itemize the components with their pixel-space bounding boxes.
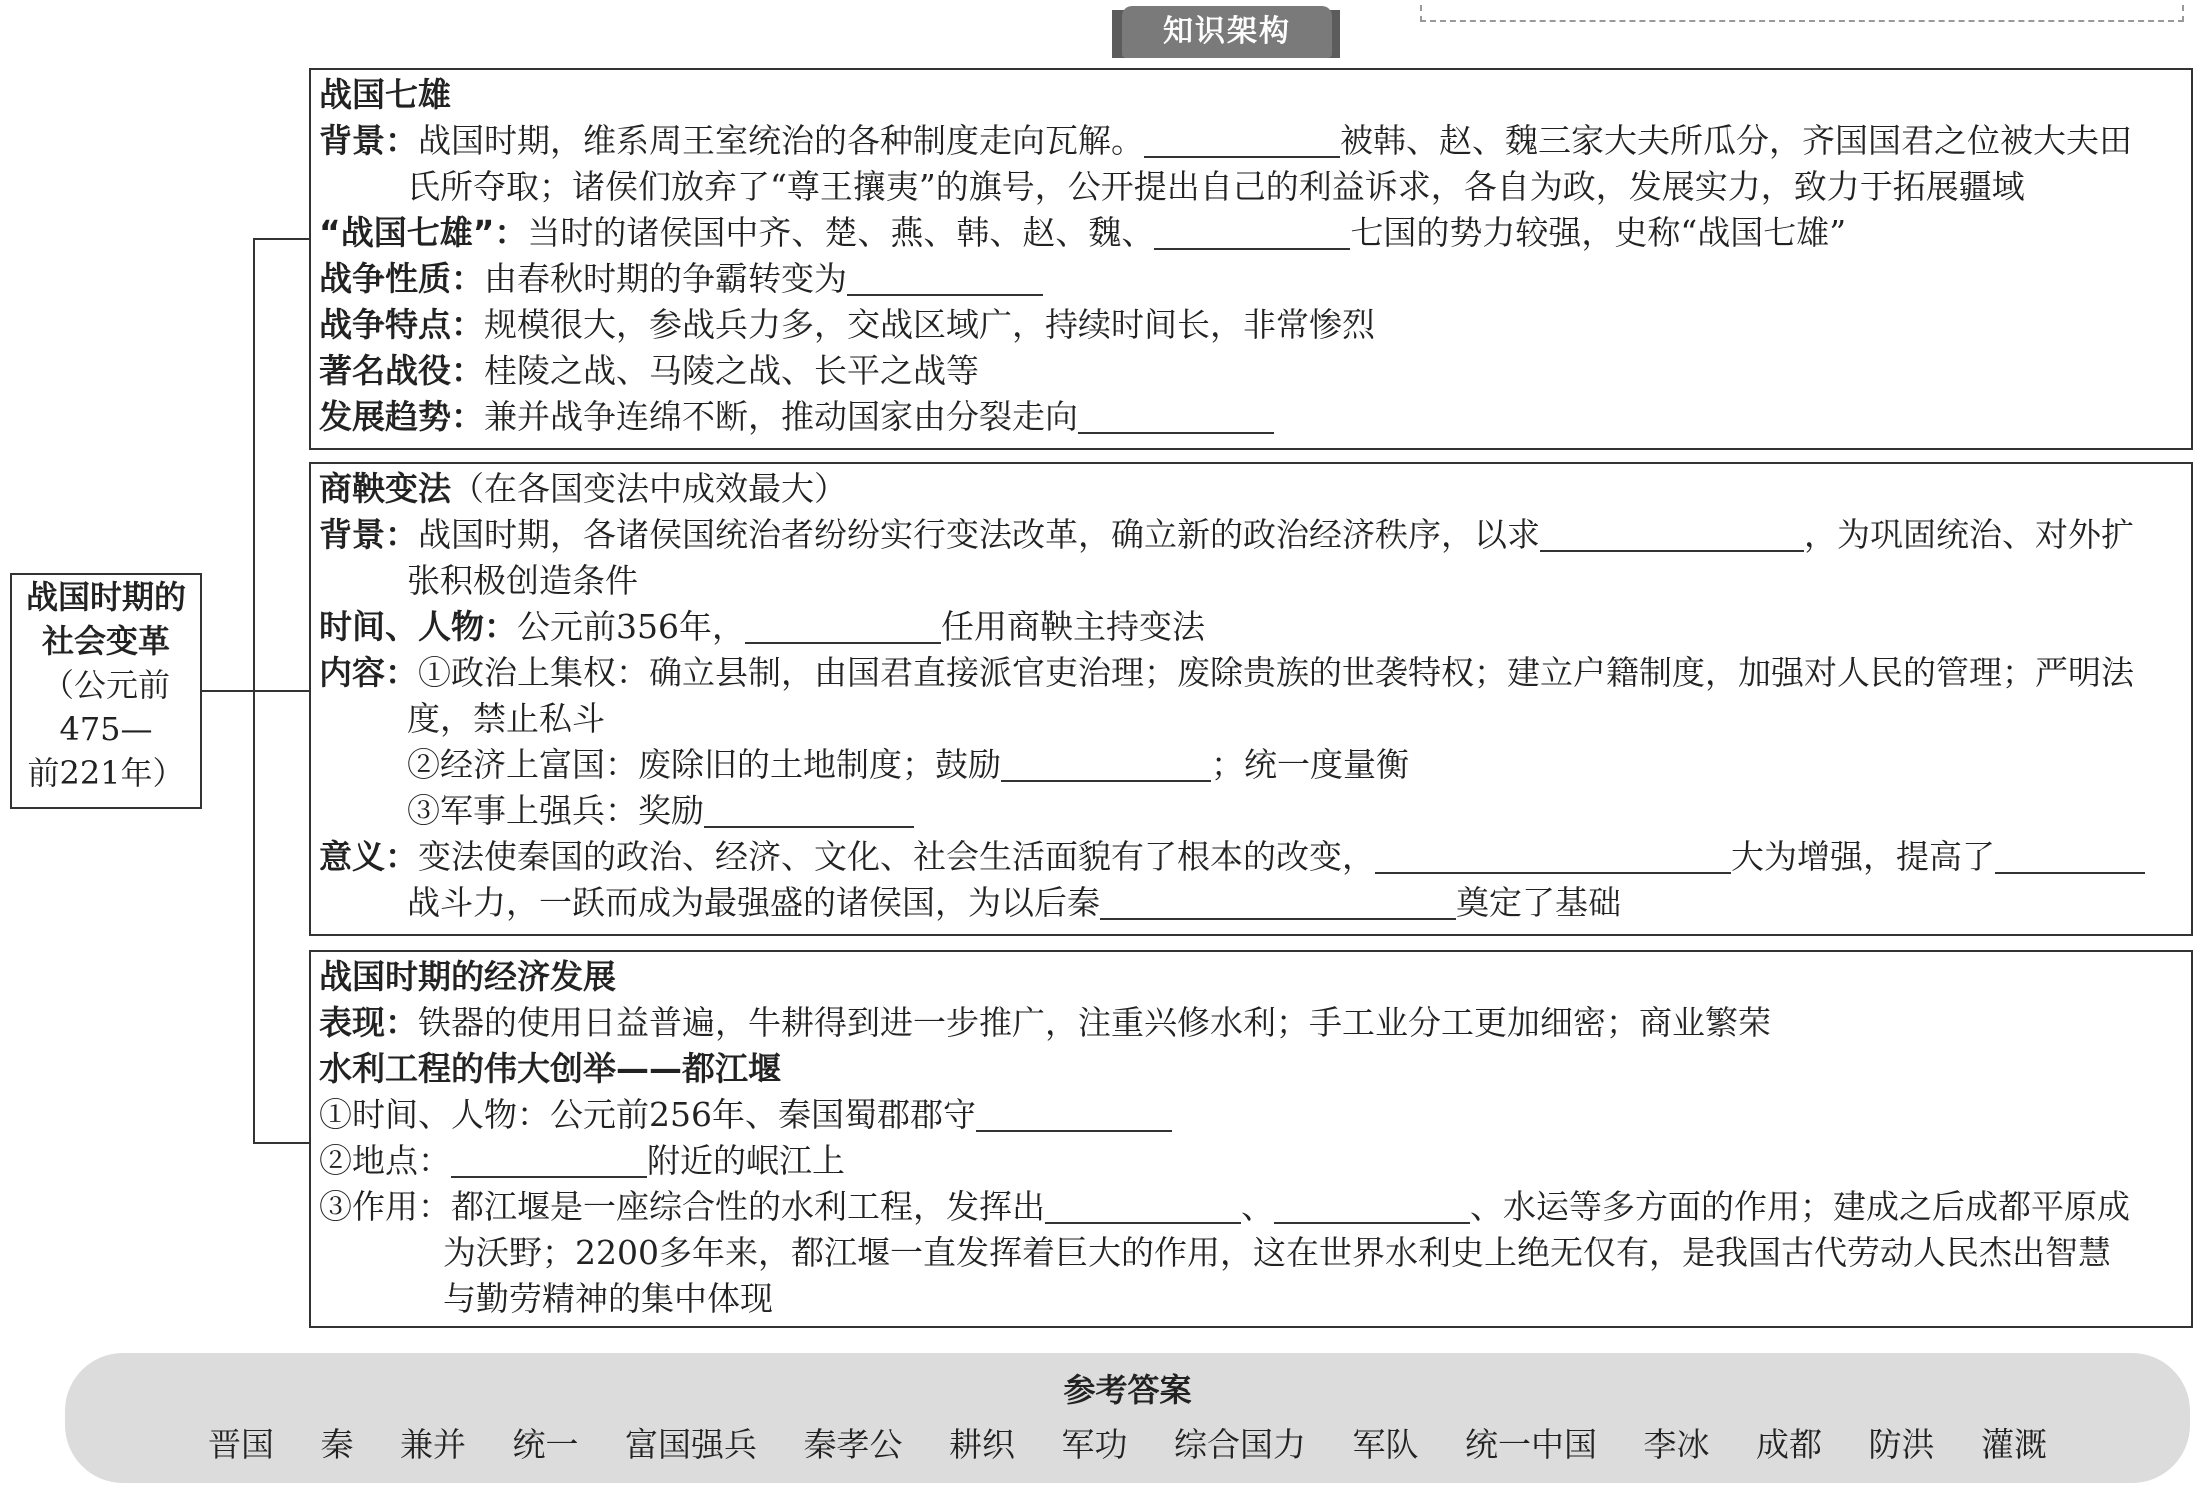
answer-panel bbox=[65, 1353, 2190, 1483]
answer-item: 统一中国 bbox=[1465, 1425, 1597, 1464]
section-economic-development bbox=[309, 950, 2193, 1328]
blank bbox=[1078, 402, 1274, 434]
section2-background-text1b: ，为巩固统治、对外扩 bbox=[1804, 515, 2134, 554]
section3-item3-row3: 与勤劳精神的集中体现 bbox=[443, 1279, 773, 1318]
answer-item: 军队 bbox=[1352, 1425, 1419, 1464]
section1-background-text1b: 被韩、赵、魏三家大夫所瓜分，齐国国君之位被大夫田 bbox=[1340, 121, 2132, 160]
section2-meaning-label: 意义： bbox=[319, 837, 418, 876]
section2-content2a: ②经济上富国：废除旧的土地制度；鼓励 bbox=[407, 745, 1001, 784]
section2-title: 商鞅变法 bbox=[319, 469, 451, 508]
answer-item: 防洪 bbox=[1868, 1425, 1935, 1464]
section3-show-row bbox=[319, 1000, 1771, 1046]
section2-meaning-row1 bbox=[319, 834, 2145, 880]
section2-background-label: 背景： bbox=[319, 515, 418, 554]
section1-seven-label: “战国七雄”： bbox=[319, 213, 528, 252]
root-date-line1: （公元前 bbox=[41, 666, 170, 704]
section1-battle-text: 桂陵之战、马陵之战、长平之战等 bbox=[484, 351, 979, 390]
root-title-line1: 战国时期的 bbox=[25, 578, 186, 616]
section1-seven-row bbox=[319, 210, 1846, 256]
blank bbox=[1995, 842, 2145, 874]
section2-content-row1b: 度，禁止私斗 bbox=[407, 699, 605, 738]
section2-meaning-row2 bbox=[407, 880, 1621, 926]
answer-item: 李冰 bbox=[1643, 1425, 1710, 1464]
answer-item: 秦孝公 bbox=[803, 1425, 903, 1464]
answer-item: 秦 bbox=[320, 1425, 354, 1464]
header-dashed-frame bbox=[1420, 0, 2184, 22]
section2-title-note: （在各国变法中成效最大） bbox=[451, 469, 847, 508]
section2-content2b: ；统一度量衡 bbox=[1211, 745, 1409, 784]
section1-trend-row bbox=[319, 394, 1274, 440]
root-title-line2: 社会变革 bbox=[41, 622, 170, 660]
section2-background-text1a: 战国时期，各诸侯国统治者纷纷实行变法改革，确立新的政治经济秩序，以求 bbox=[418, 515, 1540, 554]
answer-item: 兼并 bbox=[400, 1425, 466, 1464]
section1-nature-text: 由春秋时期的争霸转变为 bbox=[484, 259, 847, 298]
section2-content-row3 bbox=[407, 788, 914, 834]
section3-item1-row bbox=[319, 1092, 1172, 1138]
section1-seven-text-a: 当时的诸侯国中齐、楚、燕、韩、赵、魏、 bbox=[527, 213, 1155, 252]
section2-background-row1 bbox=[319, 512, 2134, 558]
blank bbox=[745, 612, 941, 644]
blank bbox=[1375, 842, 1731, 874]
section1-background-row1 bbox=[319, 118, 2132, 164]
section2-meaning1b: 大为增强，提高了 bbox=[1731, 837, 1995, 876]
blank bbox=[1540, 520, 1804, 552]
blank bbox=[847, 264, 1043, 296]
section1-feature-row bbox=[319, 302, 1375, 348]
section3-title: 战国时期的经济发展 bbox=[319, 957, 616, 996]
answer-item: 灌溉 bbox=[1981, 1425, 2047, 1464]
section2-meaning2b: 奠定了基础 bbox=[1456, 883, 1621, 922]
root-date-line3: 前221年） bbox=[27, 754, 185, 792]
section3-show-text: 铁器的使用日益普遍，牛耕得到进一步推广，注重兴修水利；手工业分工更加细密；商业繁荣 bbox=[418, 1003, 1771, 1042]
knowledge-framework-badge: 知识架构 bbox=[1122, 6, 1332, 58]
section1-battle-row bbox=[319, 348, 979, 394]
answer-item: 统一 bbox=[512, 1425, 579, 1464]
blank bbox=[976, 1100, 1172, 1132]
section2-background-row2: 张积极创造条件 bbox=[407, 561, 638, 600]
section3-project-title: 水利工程的伟大创举——都江堰 bbox=[319, 1049, 781, 1088]
section3-item1: ①时间、人物：公元前256年、秦国蜀郡郡守 bbox=[319, 1095, 976, 1134]
section1-battle-label: 著名战役： bbox=[319, 351, 484, 390]
blank bbox=[1274, 1192, 1470, 1224]
blank bbox=[1144, 126, 1340, 158]
connector-branch-1 bbox=[253, 238, 309, 240]
answer-item: 综合国力 bbox=[1174, 1425, 1306, 1464]
section2-content1: ①政治上集权：确立县制，由国君直接派官吏治理；废除贵族的世袭特权；建立户籍制度，加强对人民的管理；严明法 bbox=[418, 653, 2134, 692]
answer-list bbox=[65, 1419, 2190, 1466]
section1-background-label: 背景： bbox=[319, 121, 418, 160]
section2-time-text-a: 公元前356年， bbox=[517, 607, 745, 646]
section2-content3: ③军事上强兵：奖励 bbox=[407, 791, 704, 830]
answer-item: 晋国 bbox=[208, 1425, 274, 1464]
section2-meaning2a: 战斗力，一跃而成为最强盛的诸侯国，为以后秦 bbox=[407, 883, 1100, 922]
section2-time-row bbox=[319, 604, 1205, 650]
section1-feature-text: 规模很大，参战兵力多，交战区域广，持续时间长，非常惨烈 bbox=[484, 305, 1375, 344]
section1-background-row2: 氏所夺取；诸侯们放弃了“尊王攘夷”的旗号，公开提出自己的利益诉求，各自为政，发展实力，致力于拓展疆域 bbox=[407, 167, 2025, 206]
answer-item: 富国强兵 bbox=[625, 1425, 757, 1464]
answer-item: 成都 bbox=[1756, 1425, 1822, 1464]
section1-trend-text: 兼并战争连绵不断，推动国家由分裂走向 bbox=[484, 397, 1078, 436]
section-warring-states bbox=[309, 68, 2193, 450]
section3-item2b: 附近的岷江上 bbox=[647, 1141, 845, 1180]
blank bbox=[1154, 218, 1350, 250]
section3-item3c: 、水运等多方面的作用；建成之后成都平原成 bbox=[1470, 1187, 2130, 1226]
answer-item: 耕织 bbox=[949, 1425, 1015, 1464]
section2-content-label: 内容： bbox=[319, 653, 418, 692]
section1-nature-row bbox=[319, 256, 1043, 302]
section1-seven-text-b: 七国的势力较强，史称“战国七雄” bbox=[1350, 213, 1847, 252]
connector-branch-2 bbox=[253, 690, 309, 692]
blank bbox=[1100, 888, 1456, 920]
blank bbox=[1045, 1192, 1241, 1224]
blank bbox=[1001, 750, 1211, 782]
section1-nature-label: 战争性质： bbox=[319, 259, 484, 298]
section2-time-text-b: 任用商鞅主持变法 bbox=[941, 607, 1205, 646]
section-shang-yang-reform bbox=[309, 462, 2193, 936]
blank bbox=[704, 796, 914, 828]
section1-background-text1a: 战国时期，维系周王室统治的各种制度走向瓦解。 bbox=[418, 121, 1144, 160]
section3-item3-row2: 为沃野；2200多年来，都江堰一直发挥着巨大的作用，这在世界水利史上绝无仅有，是我国古代劳动人民杰出智慧 bbox=[443, 1233, 2111, 1272]
section3-item3b: 、 bbox=[1241, 1187, 1274, 1226]
connector-root bbox=[200, 690, 255, 692]
section1-title: 战国七雄 bbox=[319, 75, 451, 114]
section2-time-label: 时间、人物： bbox=[319, 607, 517, 646]
section2-title-row bbox=[319, 466, 847, 512]
root-date-line2: 475— bbox=[59, 710, 153, 748]
answer-title: 参考答案 bbox=[1063, 1371, 1192, 1409]
root-topic-box bbox=[10, 573, 202, 809]
section3-show-label: 表现： bbox=[319, 1003, 418, 1042]
section3-item3-row1 bbox=[319, 1184, 2130, 1230]
connector-branch-3 bbox=[253, 1142, 309, 1144]
section3-item2a: ②地点： bbox=[319, 1141, 451, 1180]
section2-content-row1 bbox=[319, 650, 2134, 696]
answer-item: 军功 bbox=[1061, 1425, 1128, 1464]
blank bbox=[451, 1146, 647, 1178]
section1-feature-label: 战争特点： bbox=[319, 305, 484, 344]
section2-content-row2 bbox=[407, 742, 1409, 788]
section3-item2-row bbox=[319, 1138, 845, 1184]
section2-meaning1a: 变法使秦国的政治、经济、文化、社会生活面貌有了根本的改变， bbox=[418, 837, 1375, 876]
section1-trend-label: 发展趋势： bbox=[319, 397, 484, 436]
section3-item3a: ③作用：都江堰是一座综合性的水利工程，发挥出 bbox=[319, 1187, 1045, 1226]
